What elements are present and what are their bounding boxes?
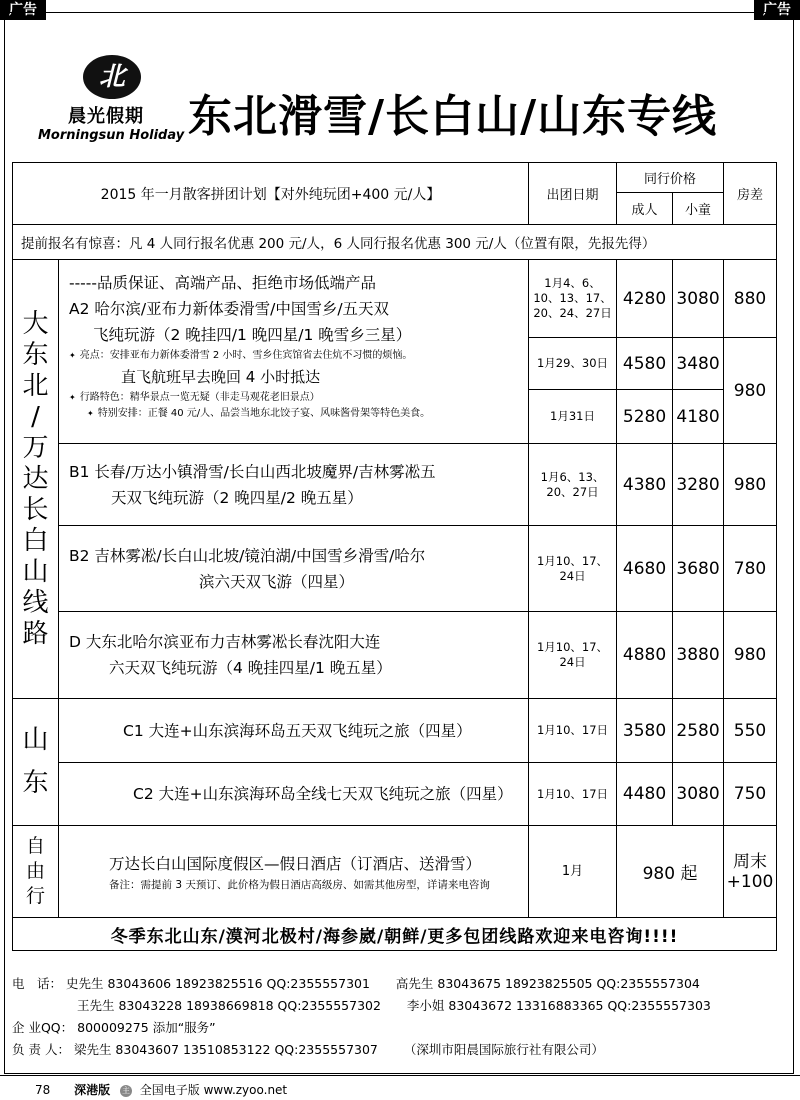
region-northeast: 大 东 北 / 万 达 长 白 山 线 路 <box>13 260 59 699</box>
b1-room: 980 <box>724 444 777 526</box>
contact-wang: 王先生 83043228 18938669818 QQ:2355557302 <box>77 998 381 1013</box>
c2-date: 1月10、17日 <box>529 763 617 826</box>
route-c1: C1 大连+山东滨海环岛五天双飞纯玩之旅（四星） <box>59 699 529 763</box>
page-number: 78 <box>35 1083 51 1097</box>
route-free: 万达长白山国际度假区—假日酒店（订酒店、送滑雪） 备注：需提前 3 天预订、此价格为假日酒店高级房、如需其他房型，详请来电咨询 <box>59 826 529 918</box>
route-b2: B2 吉林雾凇/长白山北坡/镜泊湖/中国雪乡滑雪/哈尔 滨六天双飞游（四星） <box>59 526 529 612</box>
contact-gao: 高先生 83043675 18923825505 QQ:2355557304 <box>395 976 700 991</box>
d-room: 980 <box>724 612 777 699</box>
c1-date: 1月10、17日 <box>529 699 617 763</box>
region-free: 自 由 行 <box>13 826 59 918</box>
col-price-header: 同行价格 <box>617 163 724 193</box>
ad-label-left: 广告 <box>0 0 46 20</box>
a2-date-3: 1月31日 <box>529 390 617 444</box>
b2-adult: 4680 <box>617 526 673 612</box>
route-d: D 大东北哈尔滨亚布力吉林雾凇长春沈阳大连 六天双飞纯玩游（4 晚挂四星/1 晚五星） <box>59 612 529 699</box>
a2-room-1: 880 <box>724 260 777 338</box>
route-c2: C2 大连+山东滨海环岛全线七天双飞纯玩之旅（四星） <box>59 763 529 826</box>
contact-li: 李小姐 83043672 13316883365 QQ:2355557303 <box>406 998 711 1013</box>
qq-value: 800009275 添加“服务” <box>77 1020 216 1035</box>
page-footer <box>35 1081 287 1098</box>
d-adult: 4880 <box>617 612 673 699</box>
a2-adult-3: 5280 <box>617 390 673 444</box>
c1-room: 550 <box>724 699 777 763</box>
a2-adult-2: 4580 <box>617 338 673 390</box>
col-child-header: 小童 <box>673 193 724 225</box>
bottom-divider <box>0 1075 800 1076</box>
a2-room-2: 980 <box>724 338 777 444</box>
brand-logo <box>38 50 203 150</box>
b1-date: 1月6、13、20、27日 <box>529 444 617 526</box>
c1-child: 2580 <box>673 699 724 763</box>
d-date: 1月10、17、24日 <box>529 612 617 699</box>
c2-child: 3080 <box>673 763 724 826</box>
col-room-header: 房差 <box>724 163 777 225</box>
route-b1: B1 长春/万达小镇滑雪/长白山西北坡魔界/吉林雾凇五 天双飞纯玩游（2 晚四星/2 晚五星） <box>59 444 529 526</box>
owner-value: 梁先生 83043607 13510853122 QQ:2355557307 <box>73 1042 378 1057</box>
brand-name-cn: 晨光假期 <box>68 106 144 127</box>
a2-date-1: 1月4、6、10、13、17、20、24、27日 <box>529 260 617 338</box>
c2-room: 750 <box>724 763 777 826</box>
b2-room: 780 <box>724 526 777 612</box>
free-price: 980 起 <box>617 826 724 918</box>
logo-mark: 北 <box>83 55 141 99</box>
col-date-header: 出团日期 <box>529 163 617 225</box>
ad-label-right: 广告 <box>754 0 800 20</box>
contact-shi: 史先生 83043606 18923825516 QQ:2355557301 <box>66 976 370 991</box>
b1-child: 3280 <box>673 444 724 526</box>
site-link[interactable]: 全国电子版 www.zyoo.net <box>139 1083 288 1097</box>
qq-label: 企 业QQ： <box>12 1020 74 1035</box>
a2-child-3: 4180 <box>673 390 724 444</box>
brand-name-en: Morningsun Holiday <box>38 128 185 143</box>
region-shandong: 山 东 <box>13 699 59 826</box>
col-adult-header: 成人 <box>617 193 673 225</box>
b2-date: 1月10、17、24日 <box>529 526 617 612</box>
a2-adult-1: 4280 <box>617 260 673 338</box>
footer-banner: 冬季东北山东/漠河北极村/海参崴/朝鲜/更多包团线路欢迎来电咨询!!!! <box>13 918 777 951</box>
free-weekend: 周末 +100 <box>724 826 777 918</box>
c1-adult: 3580 <box>617 699 673 763</box>
price-table <box>12 162 777 951</box>
a2-child-2: 3480 <box>673 338 724 390</box>
owner-label: 负 责 人： <box>12 1042 70 1057</box>
company-name: （深圳市阳晨国际旅行社有限公司） <box>403 1042 604 1057</box>
early-booking-notice: 提前报名有惊喜：凡 4 人同行报名优惠 200 元/人，6 人同行报名优惠 300 元/人（位置有限，先报先得） <box>13 225 777 260</box>
b1-adult: 4380 <box>617 444 673 526</box>
edition-label: 深港版 <box>74 1083 111 1097</box>
edition-badge-icon: 主 <box>121 1085 130 1095</box>
plan-title: 2015 年一月散客拼团计划【对外纯玩团+400 元/人】 <box>13 163 529 225</box>
phone-label: 电 话： <box>12 976 63 991</box>
contacts <box>12 973 790 1061</box>
headline: 东北滑雪/长白山/山东专线 <box>188 91 718 142</box>
b2-child: 3680 <box>673 526 724 612</box>
route-a2: -----品质保证、高端产品、拒绝市场低端产品 A2 哈尔滨/亚布力新体委滑雪/中国雪乡/五天双 飞纯玩游（2 晚挂四/1 晚四星/1 晚雪乡三星） ✦ 亮点：安排亚布力新体委滑雪 2 小时、雪乡住宾馆省去住炕不习惯的烦恼。 直飞航班早去晚回 4 小时抵达 ✦ 行路特色：精华景点一览无疑（非走马观花老旧景点） ✦ 特别安排：正餐 40 元/人、品尝当地东北饺子宴、风味酱骨架等特色美食。 <box>59 260 529 444</box>
free-date: 1月 <box>529 826 617 918</box>
a2-child-1: 3080 <box>673 260 724 338</box>
c2-adult: 4480 <box>617 763 673 826</box>
a2-date-2: 1月29、30日 <box>529 338 617 390</box>
d-child: 3880 <box>673 612 724 699</box>
